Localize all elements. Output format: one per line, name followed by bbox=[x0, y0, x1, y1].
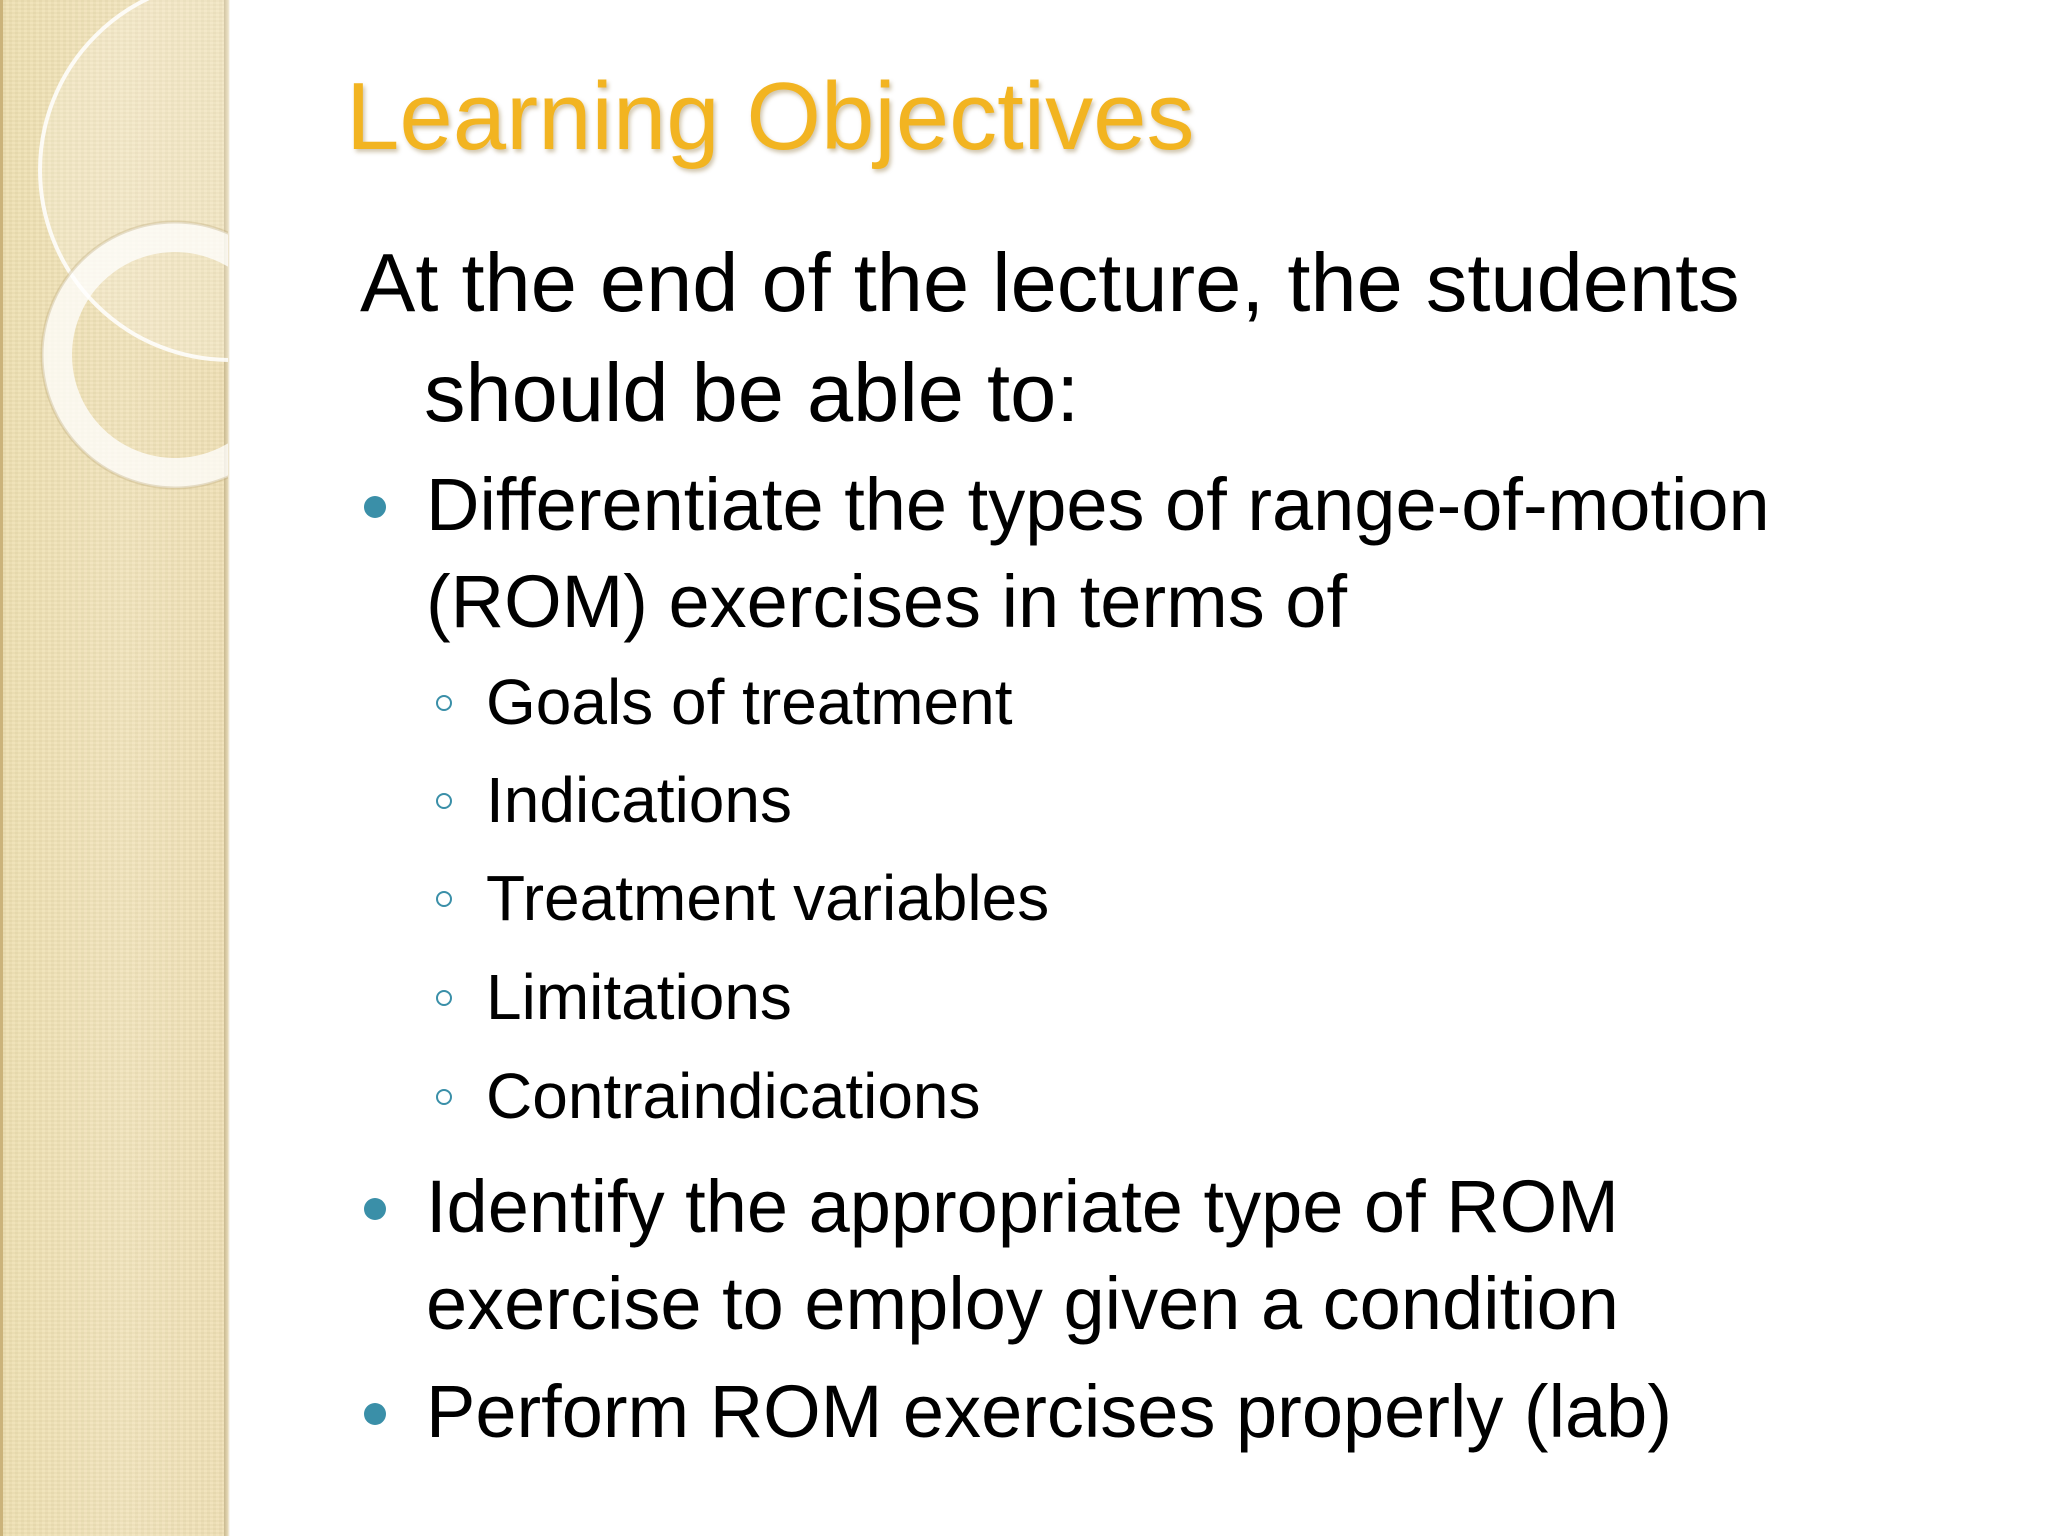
sub-item-label: Indications bbox=[486, 764, 792, 836]
bullet-text bbox=[360, 1363, 1960, 1460]
sub-item-indications bbox=[436, 760, 792, 840]
sub-bullet-ring bbox=[436, 695, 452, 711]
bullet-line-1: Perform ROM exercises properly (lab) bbox=[426, 1370, 1672, 1453]
sub-item-label: Contraindications bbox=[486, 1060, 981, 1132]
bullet-line-2: (ROM) exercises in terms of bbox=[426, 560, 1348, 643]
intro-line-1: At the end of the lecture, the students bbox=[360, 236, 1740, 329]
sub-bullet-ring bbox=[436, 793, 452, 809]
bullet-text bbox=[360, 1158, 1960, 1352]
sub-item-goals bbox=[436, 662, 1012, 742]
bullet-line-2: exercise to employ given a condition bbox=[426, 1262, 1619, 1345]
sub-item-contraindications bbox=[436, 1056, 981, 1136]
sub-bullet-ring bbox=[436, 990, 452, 1006]
bullet-line-1: Differentiate the types of range-of-motion bbox=[426, 463, 1770, 546]
bullet-dot bbox=[364, 1403, 386, 1425]
intro-text bbox=[360, 228, 1960, 448]
sub-bullet-ring bbox=[436, 891, 452, 907]
sub-item-limitations bbox=[436, 957, 792, 1037]
sub-bullet-ring bbox=[436, 1089, 452, 1105]
bullet-dot bbox=[364, 1198, 386, 1220]
bullet-dot bbox=[364, 496, 386, 518]
sub-item-label: Goals of treatment bbox=[486, 666, 1013, 738]
sub-item-label: Treatment variables bbox=[486, 862, 1050, 934]
intro-line-2: should be able to: bbox=[424, 346, 1080, 439]
sub-item-treatment-variables bbox=[436, 858, 1049, 938]
bullet-line-1: Identify the appropriate type of ROM bbox=[426, 1165, 1619, 1248]
slide-title: Learning Objectives bbox=[346, 63, 1195, 170]
objective-bullet-2 bbox=[360, 1158, 1960, 1352]
objective-bullet-1 bbox=[360, 456, 1960, 650]
objective-bullet-3 bbox=[360, 1363, 1960, 1460]
bullet-text bbox=[360, 456, 1960, 650]
sub-item-label: Limitations bbox=[486, 961, 792, 1033]
